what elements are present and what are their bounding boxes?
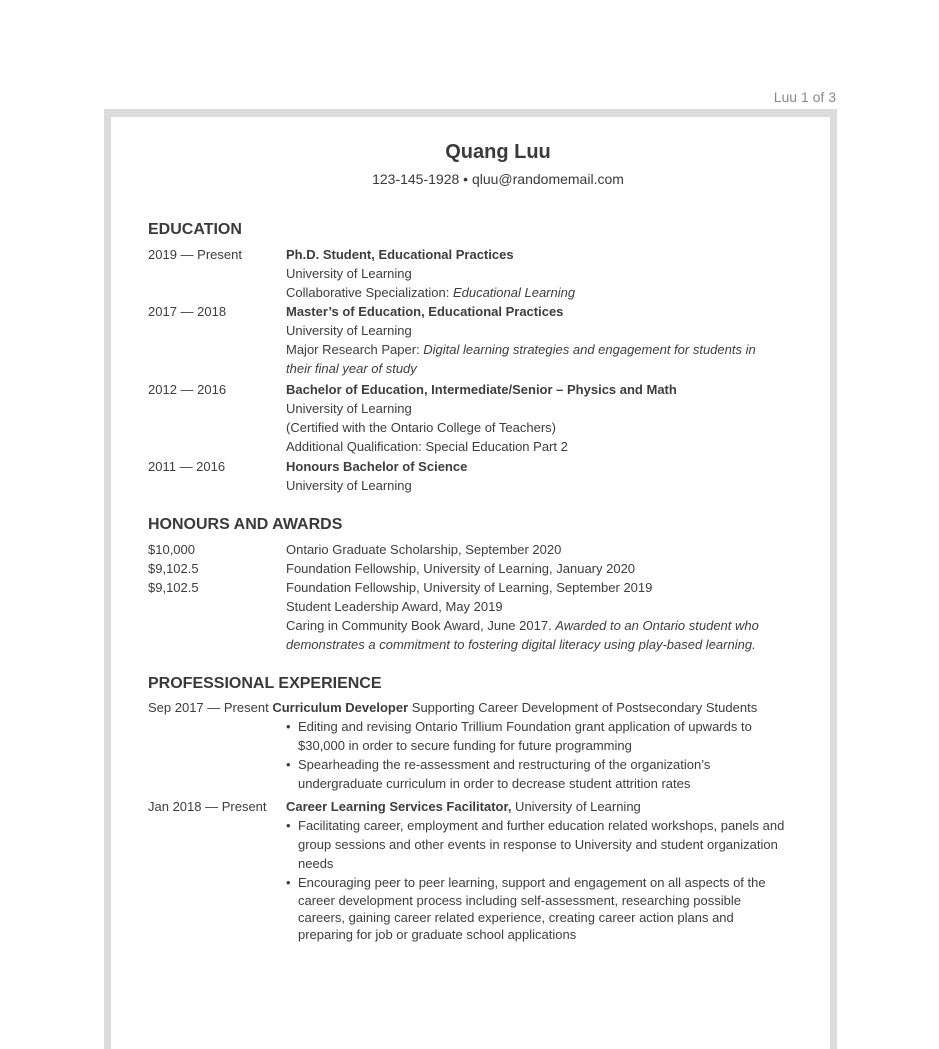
job-role: Curriculum Developer [272, 700, 409, 715]
education-date: 2017 — 2018 [148, 304, 227, 319]
award-amount: $10,000 [148, 542, 195, 557]
education-school: University of Learning [286, 323, 412, 338]
job-role: Career Learning Services Facilitator, [286, 799, 512, 814]
education-date: 2019 — Present [148, 247, 242, 262]
award-description: demonstrates a commitment to fostering digital literacy using play-based learning. [286, 637, 756, 652]
award-text: Student Leadership Award, May 2019 [286, 599, 503, 614]
job-bullet: • Encouraging peer to peer learning, support and engagement on all aspects of the [286, 873, 786, 892]
education-note: Major Research Paper: Digital learning strategies and engagement for students in [286, 342, 756, 357]
job-title-line [286, 797, 786, 816]
experience-heading: PROFESSIONAL EXPERIENCE [148, 675, 382, 692]
job-date: Jan 2018 — Present [148, 799, 267, 814]
education-degree: Master’s of Education, Educational Practices [286, 304, 564, 319]
education-school: University of Learning [286, 478, 412, 493]
education-degree: Ph.D. Student, Educational Practices [286, 247, 514, 262]
award-text: Foundation Fellowship, University of Learning, January 2020 [286, 561, 636, 576]
job-bullet-continued: preparing for job or graduate school applications [298, 927, 577, 942]
education-heading: EDUCATION [148, 221, 242, 238]
job-organization: University of Learning [511, 799, 641, 814]
education-degree: Bachelor of Education, Intermediate/Senior – Physics and Math [286, 382, 677, 397]
job-title-line [148, 698, 828, 717]
job-bullet-continued: group sessions and other events in response to University and student organization [298, 837, 778, 852]
education-qualification: Additional Qualification: Special Education Part 2 [286, 439, 568, 454]
education-school: University of Learning [286, 266, 412, 281]
resume-name: Quang Luu [445, 141, 551, 163]
job-bullet-continued: $30,000 in order to secure funding for future programming [298, 738, 632, 753]
award-text: Foundation Fellowship, University of Learning, September 2019 [286, 580, 653, 595]
page-number-label: Luu 1 of 3 [773, 89, 836, 105]
contact-line: 123-145-1928 • qluu@randomemail.com [372, 171, 624, 187]
award-text: Ontario Graduate Scholarship, September 2020 [286, 542, 562, 557]
education-date: 2012 — 2016 [148, 382, 227, 397]
award-text: Caring in Community Book Award, June 2017. Awarded to an Ontario student who [286, 618, 759, 633]
job-bullet: • Editing and revising Ontario Trillium Foundation grant application of upwards to [286, 717, 786, 736]
award-amount: $9,102.5 [148, 561, 199, 576]
education-degree: Honours Bachelor of Science [286, 459, 468, 474]
award-amount: $9,102.5 [148, 580, 199, 595]
job-bullet-continued: career development process including self-assessment, researching possible [298, 893, 741, 908]
education-date: 2011 — 2016 [148, 459, 226, 474]
education-school: University of Learning [286, 401, 412, 416]
job-bullet: • Facilitating career, employment and further education related workshops, panels and [286, 816, 786, 835]
education-note-continued: their final year of study [286, 361, 417, 376]
job-organization: Supporting Career Development of Postsecondary Students [408, 700, 758, 715]
job-bullet-continued: undergraduate curriculum in order to decrease student attrition rates [298, 776, 691, 791]
job-bullet-continued: careers, gaining career related experience, creating career action plans and [298, 910, 734, 925]
job-bullet: • Spearheading the re-assessment and restructuring of the organization’s [286, 755, 786, 774]
education-certification: (Certified with the Ontario College of Teachers) [286, 420, 556, 435]
job-entry [148, 698, 828, 791]
job-bullet-continued: needs [298, 856, 334, 871]
job-date: Sep 2017 — Present [148, 700, 269, 715]
honours-heading: HONOURS AND AWARDS [148, 516, 343, 533]
education-note: Collaborative Specialization: Educational Learning [286, 285, 576, 300]
